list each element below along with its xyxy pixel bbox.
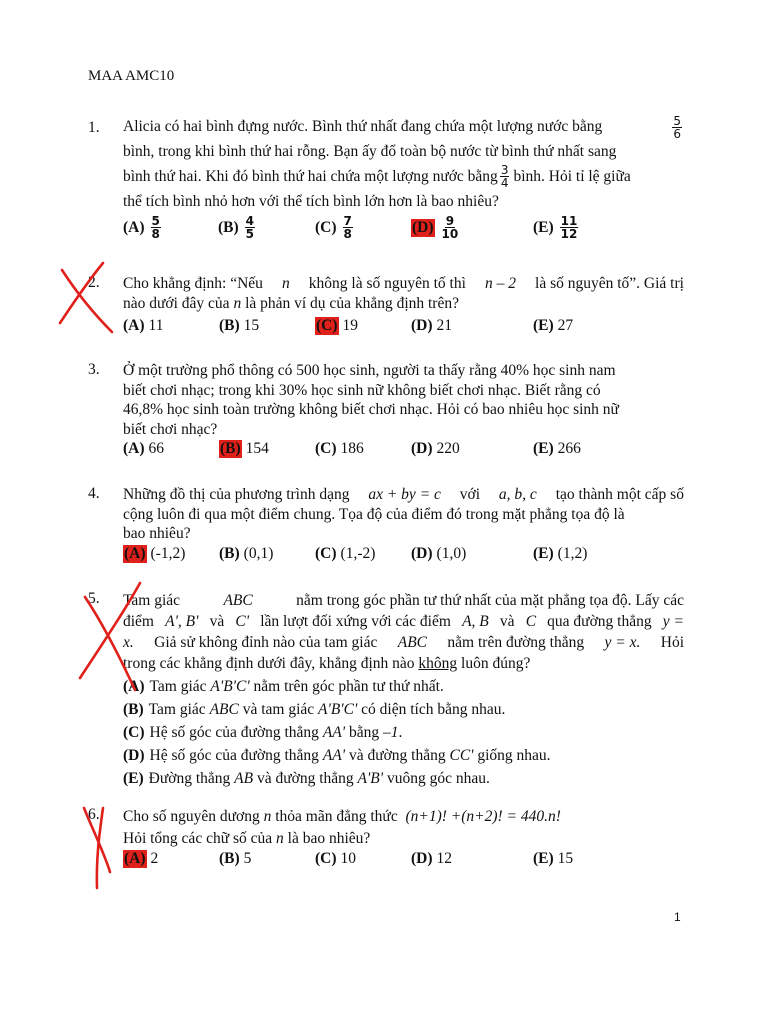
selected-answer-highlight: (C): [316, 317, 338, 334]
option-e[interactable]: (E) 266: [533, 440, 581, 457]
option-c[interactable]: (C) $\frac{7}{8}$: [315, 214, 352, 241]
selected-answer-highlight: (A): [124, 544, 146, 562]
page-number: 1: [674, 910, 681, 924]
question-text: bình. Hỏi tỉ lệ giữa: [513, 167, 631, 185]
question-text: nằm trên đường thẳng: [447, 634, 585, 651]
question-text: tạo thành một cấp số: [555, 486, 684, 503]
question-number: 2.: [88, 274, 100, 291]
question-text: là số nguyên tố”. Giá trị: [535, 275, 684, 292]
expression: n – 2: [484, 275, 516, 292]
variable: C': [235, 613, 250, 630]
page-header: MAA AMC10: [88, 68, 175, 84]
option-c[interactable]: (C) 10: [315, 850, 357, 867]
question-number: 6.: [88, 806, 100, 823]
question-number: 3.: [88, 361, 100, 378]
question-text: luôn đúng?: [461, 655, 531, 672]
option-b[interactable]: (B) Tam giác ABC và tam giác A'B'C' có diện tích bằng nhau.: [123, 700, 506, 718]
question-number: 5.: [88, 590, 100, 607]
option-b[interactable]: (B) 15: [219, 317, 260, 334]
variable: n: [263, 808, 272, 825]
variable: A', B': [165, 613, 199, 630]
question-text: Hỏi: [660, 634, 684, 651]
option-d[interactable]: (D) (1,0): [411, 544, 467, 562]
option-d[interactable]: (D) 21: [411, 317, 453, 334]
question-text: với: [459, 486, 481, 503]
question-text: là phản ví dụ của khẳng định trên?: [245, 294, 459, 312]
fraction: $\frac{3}{4}$: [500, 163, 509, 190]
option-b[interactable]: (B) $\frac{4}{5}$: [218, 214, 255, 241]
underlined-word: không: [418, 655, 458, 672]
option-a[interactable]: (A) 66: [123, 440, 165, 457]
question-text: bình, trong khi bình thứ hai rỗng. Bạn ấy đổ toàn bộ nước từ bình thứ nhất sang: [123, 143, 617, 160]
variable: A, B: [462, 613, 489, 630]
question-text: thể tích bình nhỏ hơn với thể tích bình lớn hơn là bao nhiêu?: [123, 192, 499, 210]
selected-answer-highlight: (A): [124, 850, 146, 867]
question-text: Alicia có hai bình đựng nước. Bình thứ nhất đang chứa một lượng nước bằng: [123, 118, 603, 136]
option-e[interactable]: (E) 15: [533, 850, 574, 867]
option-e[interactable]: (E) 27: [533, 317, 574, 334]
question-text: lần lượt đối xứng với các điểm: [260, 613, 451, 630]
option-a[interactable]: (A) $\frac{5}{8}$: [123, 214, 160, 241]
option-d[interactable]: (D) 12: [411, 850, 453, 867]
variable: ABC: [397, 634, 428, 651]
question-text: và: [499, 613, 515, 630]
answer-options: [123, 317, 684, 339]
option-c[interactable]: (C) 19: [316, 317, 359, 334]
question-text: 46,8% học sinh toàn trường không biết chơi nhạc. Hỏi có bao nhiêu học sinh nữ: [123, 401, 619, 418]
question-text: Những đồ thị của phương trình dạng: [123, 486, 350, 503]
question-text: điểm: [123, 613, 154, 630]
answer-options: [123, 215, 684, 245]
question-5: [88, 590, 684, 790]
option-b[interactable]: (B) 5: [219, 850, 252, 867]
option-d[interactable]: (D) $\frac{9}{10}$: [412, 214, 459, 241]
question-text: Tam giác: [123, 592, 181, 609]
fraction: $\frac{5}{6}$: [673, 113, 681, 141]
variable: ABC: [223, 592, 253, 609]
option-e[interactable]: (E) (1,2): [533, 544, 588, 562]
option-e[interactable]: (E) $\frac{11}{12}$: [533, 214, 578, 241]
question-text: Cho khẳng định: “Nếu: [123, 275, 263, 292]
question-number: 1.: [88, 119, 100, 136]
question-text: trong các khẳng định dưới đây, khẳng định nào: [123, 655, 415, 672]
question-text: bình thứ hai. Khi đó bình thứ hai chứa một lượng nước bằng: [123, 167, 498, 185]
variable: C: [525, 613, 537, 630]
question-text: biết chơi nhạc?: [123, 420, 218, 438]
option-b[interactable]: (B) (0,1): [219, 544, 274, 562]
variables: a, b, c: [498, 486, 537, 503]
option-e[interactable]: (E) Đường thẳng AB và đường thẳng A'B' vuông góc nhau.: [123, 769, 490, 787]
variable: n: [281, 275, 290, 292]
question-text: Hỏi tổng các chữ số của: [123, 830, 273, 847]
expression: x.: [123, 634, 134, 651]
question-text: Cho số nguyên dương: [123, 808, 260, 825]
question-number: 4.: [88, 485, 100, 502]
question-6: [88, 806, 684, 872]
option-c[interactable]: (C) Hệ số góc của đường thẳng AA' bằng –1 .: [123, 723, 403, 741]
answer-options: [123, 440, 684, 462]
question-text: Giả sử không đỉnh nào của tam giác: [154, 634, 378, 651]
question-text: và: [209, 613, 225, 630]
question-text: là bao nhiêu?: [287, 830, 371, 847]
question-1: [88, 112, 684, 245]
selected-answer-highlight: (D): [412, 218, 434, 236]
option-a[interactable]: (A) 2: [124, 850, 159, 867]
question-text: Ở một trường phổ thông có 500 học sinh, người ta thấy rằng 40% học sinh nam: [123, 362, 616, 379]
expression: y = x.: [604, 634, 641, 651]
expression: y =: [662, 613, 684, 630]
variable: n: [276, 830, 284, 847]
answer-options: [123, 675, 684, 790]
option-d[interactable]: (D) Hệ số góc của đường thẳng AA' và đường thẳng CC' giống nhau.: [123, 746, 551, 764]
answer-options: [123, 545, 684, 567]
question-3: [88, 361, 684, 462]
question-text: không là số nguyên tố thì: [308, 275, 466, 292]
question-text: nằm trong góc phần tư thứ nhất của mặt phẳng tọa độ. Lấy các: [296, 592, 684, 609]
question-4: [88, 485, 684, 567]
option-c[interactable]: (C) (1,-2): [315, 544, 376, 562]
selected-answer-highlight: (B): [220, 440, 241, 457]
option-b[interactable]: (B) 154: [220, 440, 269, 457]
option-d[interactable]: (D) 220: [411, 440, 460, 457]
answer-options: [123, 850, 684, 872]
equation: ax + by = c: [368, 486, 441, 503]
option-a[interactable]: (A) (-1,2): [124, 544, 186, 562]
question-text: bao nhiêu?: [123, 525, 191, 542]
option-c[interactable]: (C) 186: [315, 440, 364, 457]
equation: (n+1)! +(n+2)! = 440.n!: [405, 808, 561, 825]
option-a[interactable]: (A) Tam giác A'B'C' nằm trên góc phần tư thứ nhất.: [123, 677, 444, 695]
option-a[interactable]: (A) 11: [123, 317, 164, 334]
question-text: nào dưới đây của: [123, 294, 230, 312]
variable: n: [233, 294, 242, 312]
question-text: biết chơi nhạc; trong khi 30% học sinh nữ không biết chơi nhạc. Biết rằng có: [123, 381, 601, 399]
question-text: qua đường thẳng: [547, 613, 652, 630]
question-2: [88, 274, 684, 339]
question-text: thỏa mãn đẳng thức: [275, 808, 398, 825]
question-text: cộng luôn đi qua một điểm chung. Tọa độ của điểm đó trong mặt phẳng tọa độ là: [123, 505, 625, 523]
